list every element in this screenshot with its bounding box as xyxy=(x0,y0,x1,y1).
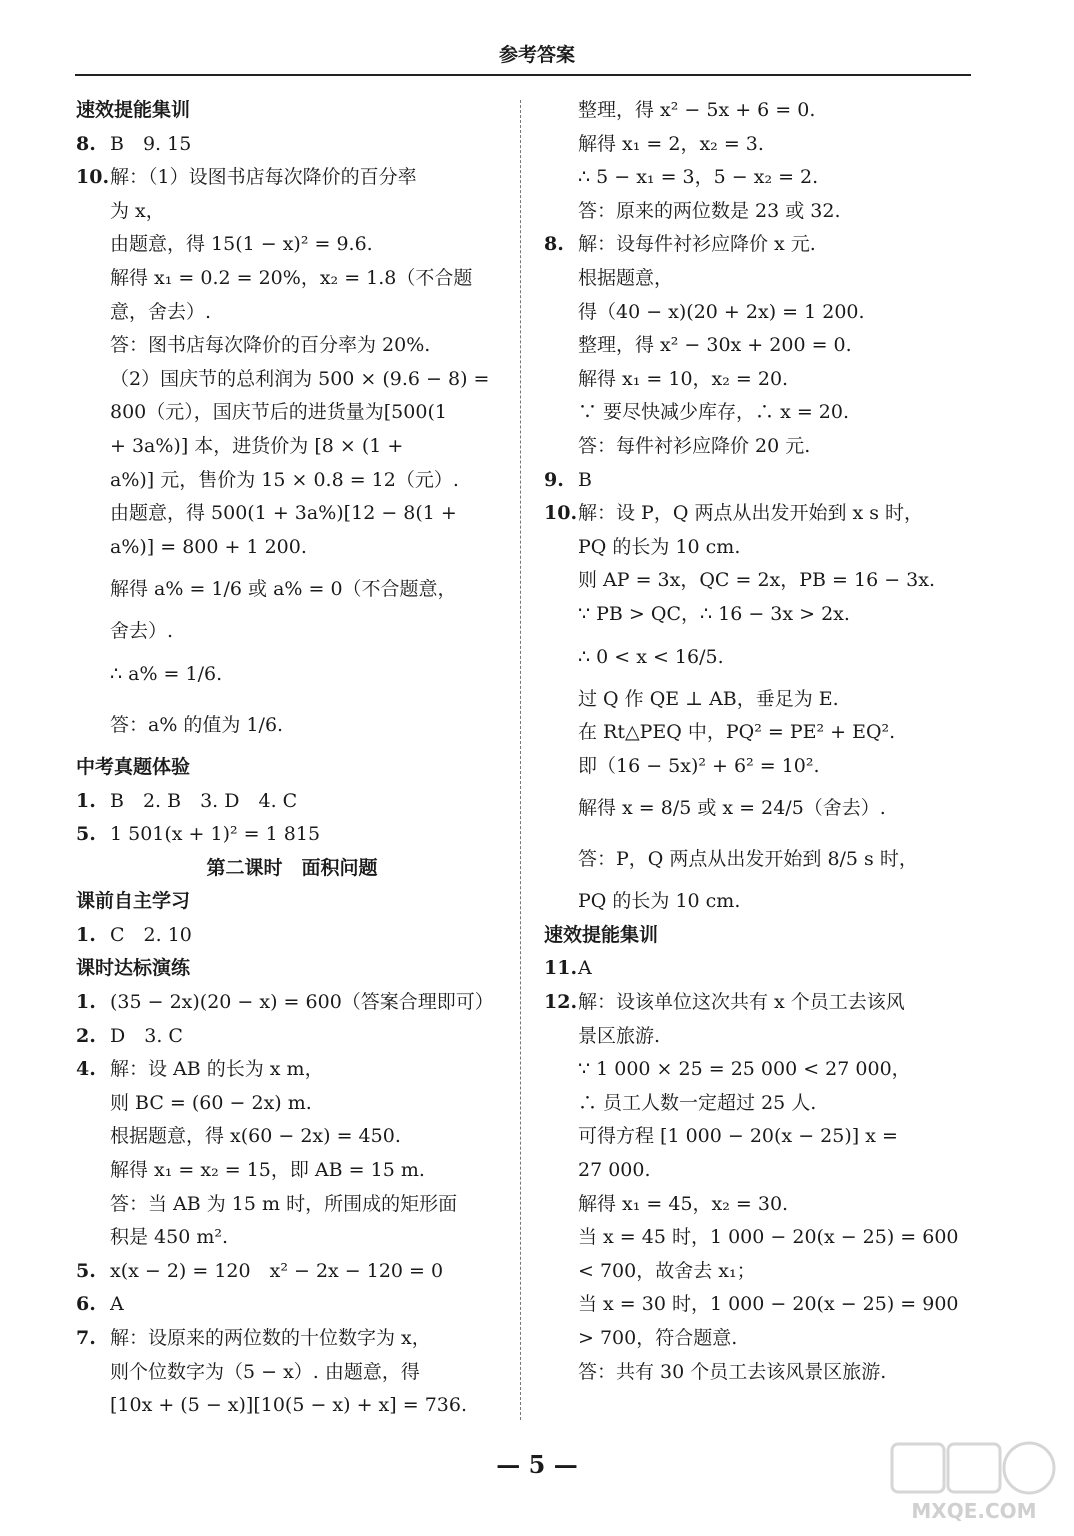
left-column-line xyxy=(76,1356,508,1390)
question-number: 7. xyxy=(76,1327,96,1349)
line-text: 课时达标演练 xyxy=(76,957,191,980)
left-column-line xyxy=(76,1154,508,1188)
line-text: 解得 a% = 1/6 或 a% = 0（不合题意， xyxy=(110,578,457,601)
line-text: ∵ 要尽快减少库存，∴ x = 20. xyxy=(578,401,850,424)
left-column-line xyxy=(76,615,508,649)
line-text: 答：当 AB 为 15 m 时，所围成的矩形面 xyxy=(110,1192,458,1215)
line-text: 解：设每件衬衫应降价 x 元. xyxy=(578,233,816,256)
left-column-line xyxy=(76,1120,508,1154)
line-text: 由题意，得 15(1 − x)² = 9.6. xyxy=(110,233,373,256)
left-column-line xyxy=(76,564,508,615)
left-column-line xyxy=(76,464,508,498)
right-column-line xyxy=(544,497,976,531)
line-text: 积是 450 m². xyxy=(110,1226,229,1249)
right-column-line xyxy=(544,1356,976,1390)
question-number: 9. xyxy=(544,468,564,491)
line-text: 27 000. xyxy=(578,1159,651,1182)
left-column-line xyxy=(76,700,508,751)
line-text: 由题意，得 500(1 + 3a%)[12 − 8(1 + xyxy=(110,502,457,525)
left-column-line xyxy=(76,1087,508,1121)
line-text: 得（40 − x)(20 + 2x) = 1 200. xyxy=(578,300,865,323)
line-text: < 700，故舍去 x₁； xyxy=(578,1259,756,1282)
left-column-line xyxy=(76,1288,508,1322)
line-text: （2）国庆节的总利润为 500 × (9.6 − 8) = xyxy=(110,367,490,390)
right-column-line xyxy=(544,632,976,683)
line-text: 为 x， xyxy=(110,199,165,222)
left-column-line xyxy=(76,818,508,852)
question-number: 4. xyxy=(76,1058,96,1081)
left-column-line xyxy=(76,785,508,819)
right-column-line xyxy=(544,464,976,498)
line-text: 解得 x₁ = 45，x₂ = 30. xyxy=(578,1192,789,1215)
question-number: 8. xyxy=(544,233,564,256)
page-number: — 5 — xyxy=(496,1450,578,1479)
line-text: 答：P，Q 两点从出发开始到 8/5 s 时， xyxy=(578,848,918,871)
line-text: 解：设该单位这次共有 x 个员工去该风 xyxy=(578,991,905,1014)
question-number: 2. xyxy=(76,1024,96,1047)
question-number: 10. xyxy=(76,166,110,189)
right-column-line xyxy=(544,363,976,397)
line-text: 答：原来的两位数是 23 或 32. xyxy=(578,199,841,222)
right-column-line xyxy=(544,716,976,750)
left-column-line xyxy=(76,919,508,953)
right-column-line xyxy=(544,683,976,717)
left-column-line xyxy=(76,751,508,785)
line-text: 整理，得 x² − 30x + 200 = 0. xyxy=(578,334,852,357)
line-text: ∴ 员工人数一定超过 25 人. xyxy=(578,1091,817,1114)
line-text: 中考真题体验 xyxy=(76,755,191,778)
header-rule xyxy=(75,74,971,76)
left-column-line xyxy=(76,1389,508,1423)
left-column-line xyxy=(76,885,508,919)
line-text: PQ 的长为 10 cm. xyxy=(578,890,741,913)
line-text: A xyxy=(578,957,592,980)
right-column-line xyxy=(544,834,976,885)
question-number: 11. xyxy=(544,957,578,980)
left-column-line xyxy=(76,262,508,296)
line-text: B 9. 15 xyxy=(110,132,192,155)
left-column-line xyxy=(76,497,508,531)
left-column-line xyxy=(76,986,508,1020)
line-text: 答：a% 的值为 1/6. xyxy=(110,713,284,736)
left-column-line xyxy=(76,1322,508,1356)
line-text: ∵ PB > QC，∴ 16 − 3x > 2x. xyxy=(578,602,850,625)
watermark-icon xyxy=(884,1438,1064,1528)
line-text: 根据题意， xyxy=(578,266,674,289)
column-divider xyxy=(520,100,521,1420)
line-text: B xyxy=(578,468,592,491)
line-text: 解：（1）设图书店每次降价的百分率 xyxy=(110,166,417,189)
right-column-line xyxy=(544,1322,976,1356)
line-text: + 3a%)] 本，进货价为 [8 × (1 + xyxy=(110,434,404,457)
line-text: 根据题意，得 x(60 − 2x) = 450. xyxy=(110,1125,401,1148)
line-text: 1 501(x + 1)² = 1 815 xyxy=(110,823,321,846)
line-text: 课前自主学习 xyxy=(76,890,191,913)
question-number: 12. xyxy=(544,991,578,1014)
line-text: > 700，符合题意. xyxy=(578,1327,738,1349)
line-text: 解得 x₁ = x₂ = 15，即 AB = 15 m. xyxy=(110,1159,425,1182)
left-column-line xyxy=(76,1053,508,1087)
left-column-line xyxy=(76,128,508,162)
question-number: 8. xyxy=(76,132,96,155)
line-text: 速效提能集训 xyxy=(76,99,191,121)
watermark-site-text: MXQE.COM xyxy=(911,1499,1037,1523)
right-column-line xyxy=(544,1188,976,1222)
line-text: PQ 的长为 10 cm. xyxy=(578,535,741,558)
right-column-line xyxy=(544,396,976,430)
line-text: A xyxy=(110,1293,124,1316)
line-text: ∴ 0 < x < 16/5. xyxy=(578,645,724,668)
line-text: 解得 x₁ = 0.2 = 20%，x₂ = 1.8（不合题 xyxy=(110,266,473,289)
question-number: 1. xyxy=(76,789,96,812)
left-column-line xyxy=(76,1255,508,1289)
line-text: D 3. C xyxy=(110,1024,183,1047)
line-text: 当 x = 30 时，1 000 − 20(x − 25) = 900 xyxy=(578,1293,959,1316)
right-column-line xyxy=(544,430,976,464)
line-text: x(x − 2) = 120 x² − 2x − 120 = 0 xyxy=(110,1259,444,1282)
line-text: ∴ 5 − x₁ = 3，5 − x₂ = 2. xyxy=(578,166,819,189)
line-text: 过 Q 作 QE ⊥ AB，垂足为 E. xyxy=(578,687,839,710)
line-text: 解：设 AB 的长为 x m， xyxy=(110,1058,324,1081)
right-column-line xyxy=(544,161,976,195)
line-text: 解得 x₁ = 2，x₂ = 3. xyxy=(578,132,764,155)
line-text: 解：设 P，Q 两点从出发开始到 x s 时， xyxy=(578,502,924,525)
right-column-line xyxy=(544,598,976,632)
line-text: ∴ a% = 1/6. xyxy=(110,662,223,685)
left-column-line xyxy=(76,531,508,565)
left-column-line xyxy=(76,363,508,397)
left-column-line xyxy=(76,852,508,886)
left-column-line xyxy=(76,952,508,986)
line-text: 速效提能集训 xyxy=(544,923,659,946)
right-column-line xyxy=(544,564,976,598)
line-text: 即（16 − 5x)² + 6² = 10². xyxy=(578,754,820,777)
right-column-line xyxy=(544,1120,976,1154)
left-column-line xyxy=(76,195,508,229)
right-column xyxy=(544,94,976,1389)
right-column-line xyxy=(544,919,976,953)
left-column xyxy=(76,94,508,1423)
line-text: 在 Rt△PEQ 中，PQ² = PE² + EQ². xyxy=(578,721,896,744)
left-column-line xyxy=(76,296,508,330)
question-number: 5. xyxy=(76,1259,96,1282)
line-text: 意，舍去）. xyxy=(110,300,212,323)
left-column-line xyxy=(76,649,508,700)
right-column-line xyxy=(544,296,976,330)
right-column-line xyxy=(544,1288,976,1322)
line-text: a%)] = 800 + 1 200. xyxy=(110,535,307,558)
left-column-line xyxy=(76,329,508,363)
line-text: 则 BC = (60 − 2x) m. xyxy=(110,1091,312,1114)
line-text: 解得 x = 8/5 或 x = 24/5（舍去）. xyxy=(578,797,886,820)
line-text: 答：共有 30 个员工去该风景区旅游. xyxy=(578,1360,887,1383)
line-text: 可得方程 [1 000 − 20(x − 25)] x = xyxy=(578,1125,898,1148)
watermark-logo xyxy=(884,1438,1064,1528)
question-number: 1. xyxy=(76,923,96,946)
line-text: (35 − 2x)(20 − x) = 600（答案合理即可） xyxy=(110,991,494,1014)
right-column-line xyxy=(544,94,976,128)
right-column-line xyxy=(544,128,976,162)
right-column-line xyxy=(544,986,976,1020)
question-number: 1. xyxy=(76,991,96,1014)
line-text: 答：图书店每次降价的百分率为 20%. xyxy=(110,334,431,357)
right-column-line xyxy=(544,1221,976,1255)
line-text: 整理，得 x² − 5x + 6 = 0. xyxy=(578,99,816,121)
line-text: B 2. B 3. D 4. C xyxy=(110,789,298,812)
line-text: 解得 x₁ = 10，x₂ = 20. xyxy=(578,367,789,390)
left-column-line xyxy=(76,228,508,262)
right-column-line xyxy=(544,531,976,565)
right-column-line xyxy=(544,1020,976,1054)
line-text: ∵ 1 000 × 25 = 25 000 < 27 000， xyxy=(578,1058,911,1081)
right-column-line xyxy=(544,195,976,229)
line-text: 则 AP = 3x，QC = 2x，PB = 16 − 3x. xyxy=(578,569,936,592)
question-number: 5. xyxy=(76,823,96,846)
line-text: 答：每件衬衫应降价 20 元. xyxy=(578,434,811,457)
question-number: 6. xyxy=(76,1293,96,1316)
line-text: [10x + (5 − x)][10(5 − x) + x] = 736. xyxy=(110,1394,467,1417)
right-column-line xyxy=(544,1255,976,1289)
right-column-line xyxy=(544,750,976,784)
line-text: a%)] 元，售价为 15 × 0.8 = 12（元）. xyxy=(110,468,459,491)
right-column-line xyxy=(544,228,976,262)
right-column-line xyxy=(544,783,976,834)
question-number: 10. xyxy=(544,502,578,525)
left-column-line xyxy=(76,396,508,430)
line-text: 舍去）. xyxy=(110,620,174,643)
line-text: 景区旅游. xyxy=(578,1024,661,1047)
left-column-line xyxy=(76,94,508,128)
right-column-line xyxy=(544,952,976,986)
line-text: 800（元），国庆节后的进货量为[500(1 xyxy=(110,401,447,424)
line-text: 解：设原来的两位数的十位数字为 x， xyxy=(110,1327,431,1349)
right-column-line xyxy=(544,1053,976,1087)
left-column-line xyxy=(76,161,508,195)
line-text: C 2. 10 xyxy=(110,923,192,946)
line-text: 当 x = 45 时，1 000 − 20(x − 25) = 600 xyxy=(578,1226,959,1249)
right-column-line xyxy=(544,262,976,296)
left-column-line xyxy=(76,1020,508,1054)
right-column-line xyxy=(544,329,976,363)
line-text: 第二课时 面积问题 xyxy=(206,856,378,879)
line-text: 则个位数字为（5 − x）. 由题意，得 xyxy=(110,1360,420,1383)
left-column-line xyxy=(76,1221,508,1255)
left-column-line xyxy=(76,1188,508,1222)
left-column-line xyxy=(76,430,508,464)
right-column-line xyxy=(544,1087,976,1121)
right-column-line xyxy=(544,1154,976,1188)
page-header-title: 参考答案 xyxy=(498,44,575,66)
right-column-line xyxy=(544,885,976,919)
